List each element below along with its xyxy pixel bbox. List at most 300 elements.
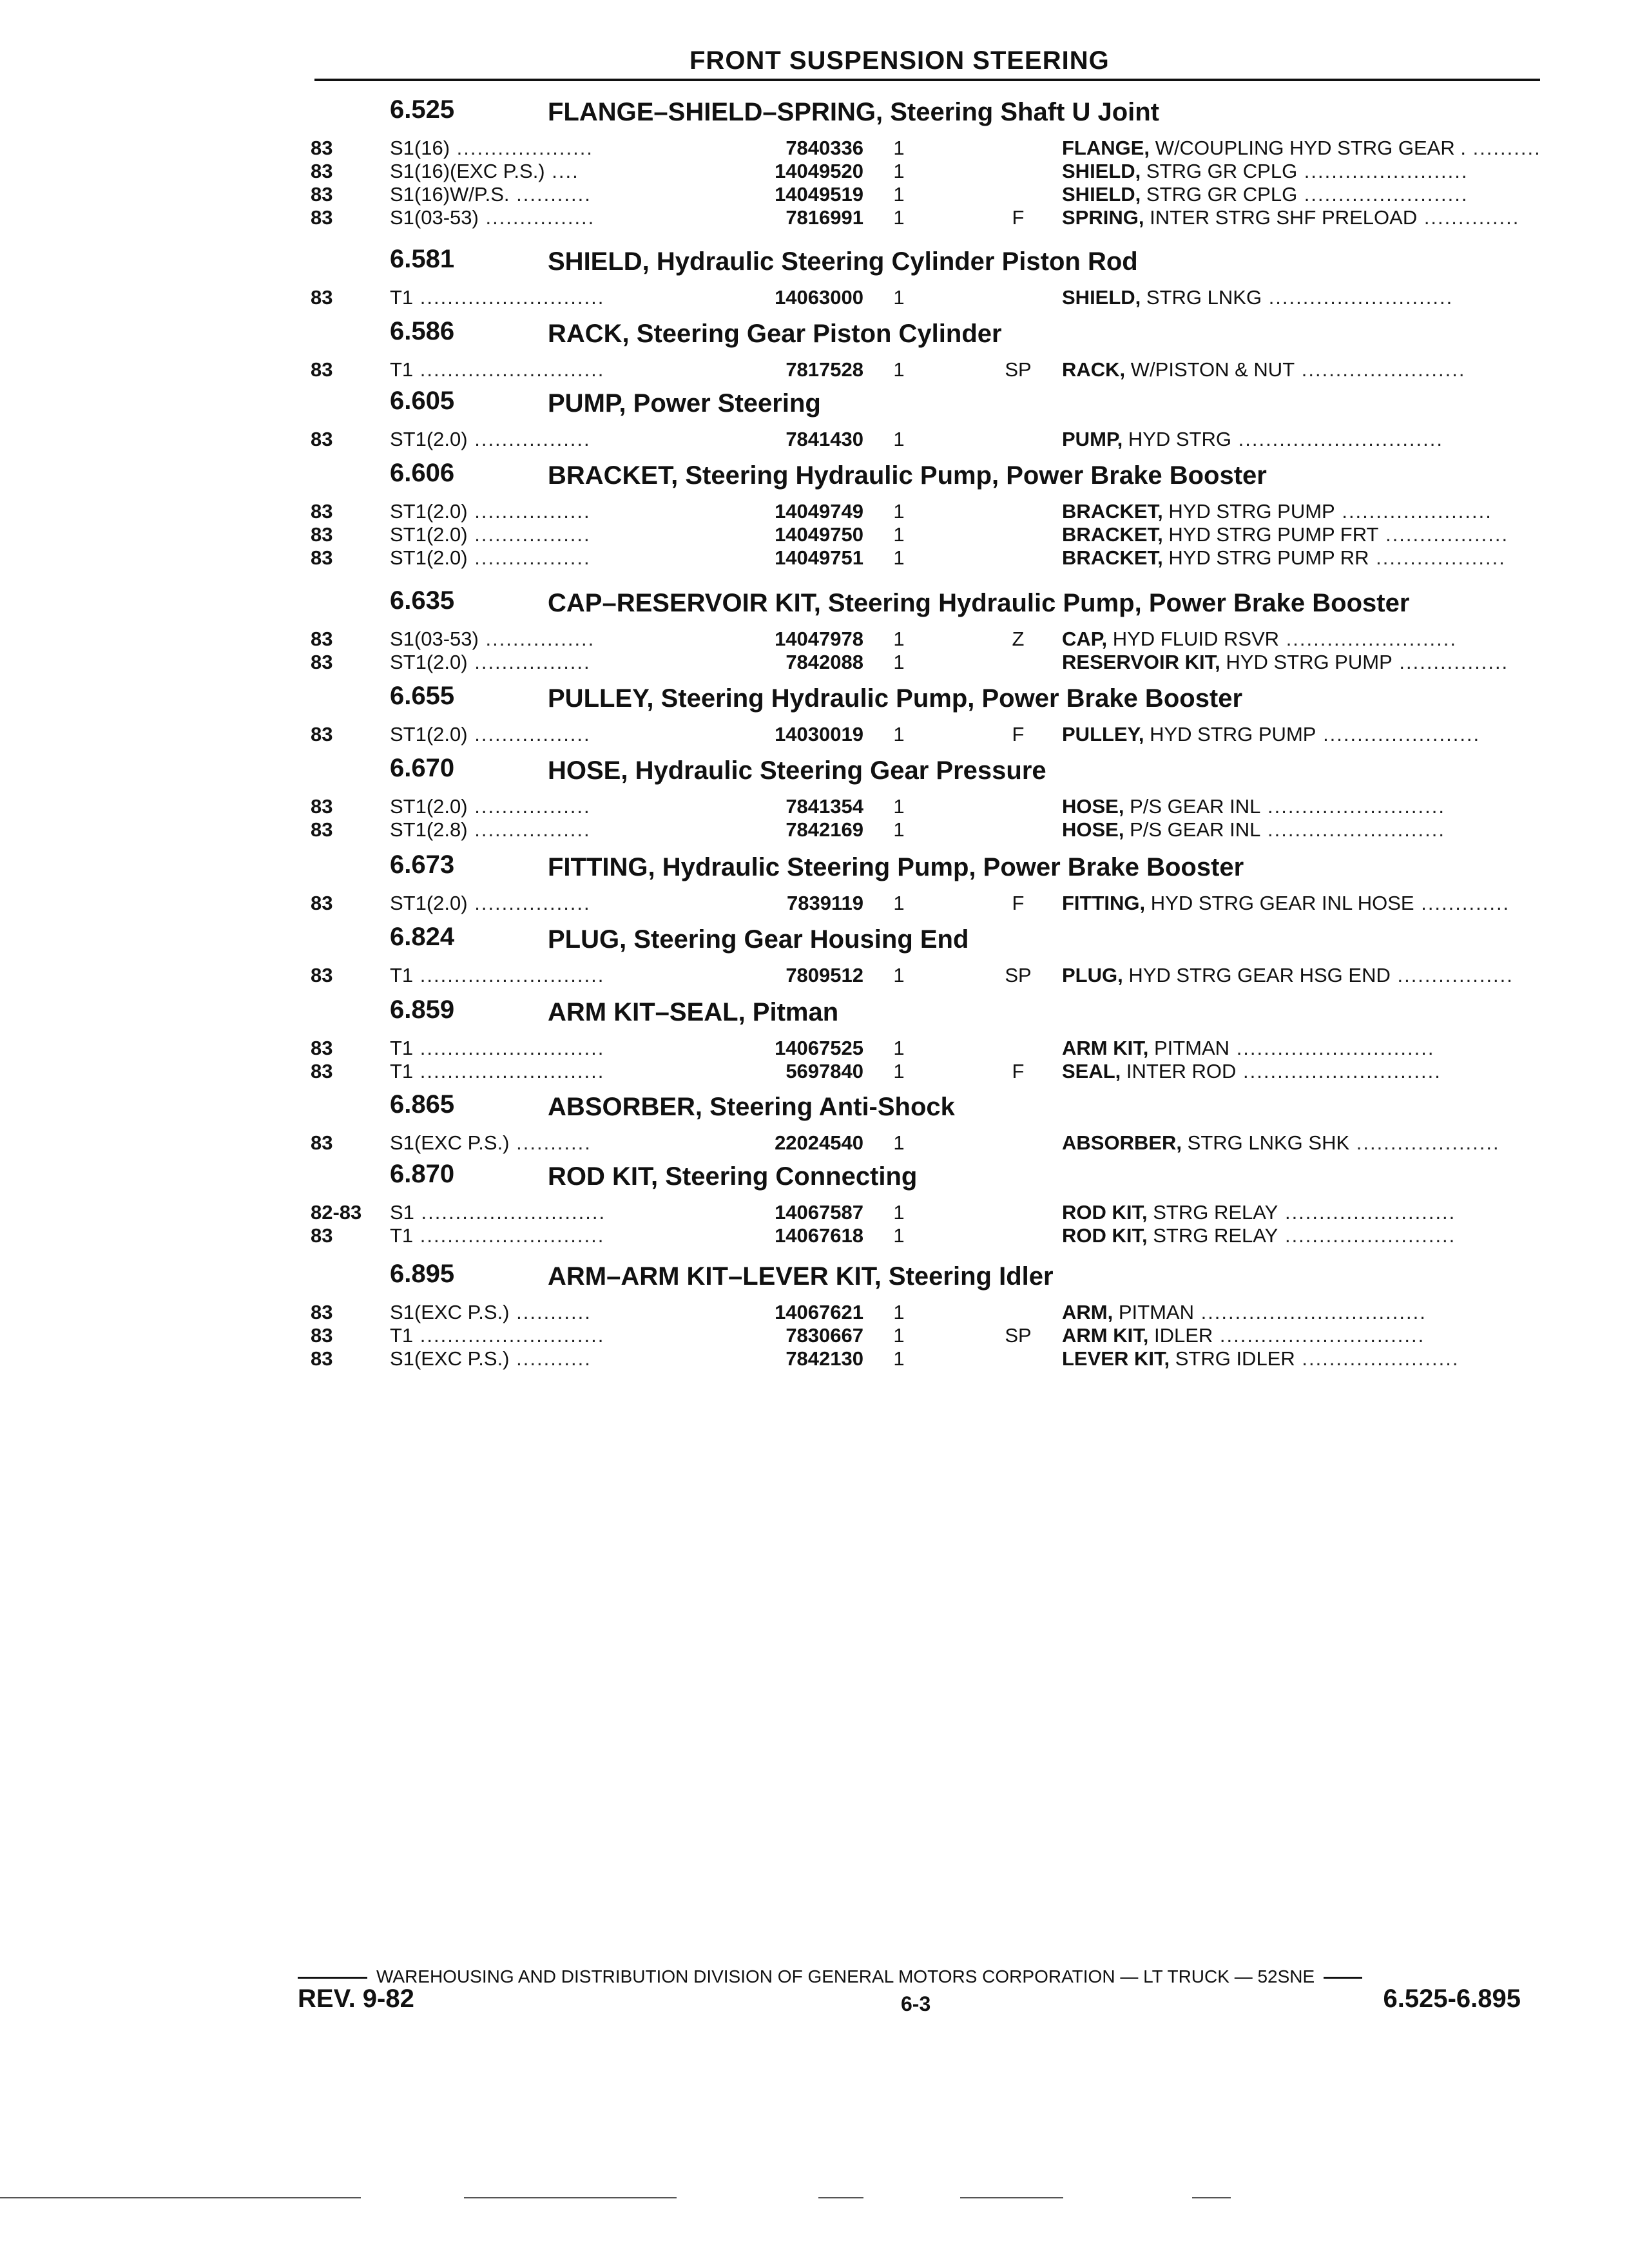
application-label: S1(16)(EXC P.S.) — [390, 160, 545, 182]
quantity: 1 — [893, 723, 905, 745]
table-row — [0, 1201, 1629, 1224]
application-label: S1(16) — [390, 137, 450, 159]
part-name — [1062, 358, 1465, 381]
leader-dots: ................. — [467, 723, 591, 745]
leader-dots: .............................. — [1213, 1324, 1425, 1347]
source-code: SP — [1005, 358, 1032, 381]
quantity: 1 — [893, 1131, 905, 1154]
application-label: S1 — [390, 1201, 414, 1224]
part-name-detail: STRG RELAY — [1153, 1201, 1278, 1224]
application-code — [390, 723, 591, 746]
part-name — [1062, 428, 1443, 451]
part-name-noun: SHIELD, — [1062, 183, 1141, 206]
leader-dots: ........................... — [413, 1037, 605, 1059]
section-header — [0, 245, 1629, 276]
part-name-noun: BRACKET, — [1062, 546, 1163, 569]
quantity: 1 — [893, 546, 905, 569]
part-name — [1062, 1201, 1456, 1224]
part-name-detail: P/S GEAR INL — [1130, 795, 1261, 818]
section-number: 6.824 — [390, 923, 455, 951]
leader-dots: .................... — [450, 137, 593, 159]
quantity: 1 — [893, 1347, 905, 1370]
section-number: 6.606 — [390, 459, 455, 487]
application-code — [390, 137, 593, 160]
application-code — [390, 523, 591, 546]
table-row — [0, 1347, 1629, 1370]
application-label: T1 — [390, 964, 414, 986]
part-name-noun: FLANGE, — [1062, 137, 1150, 159]
quantity: 1 — [893, 795, 905, 818]
section-header — [0, 317, 1629, 348]
part-name-noun: LEVER KIT, — [1062, 1347, 1170, 1370]
part-number: 14067621 — [775, 1301, 863, 1323]
quantity: 1 — [893, 500, 905, 523]
quantity: 1 — [893, 160, 905, 182]
source-code: SP — [1005, 964, 1032, 986]
quantity: 1 — [893, 137, 905, 159]
part-number: 7830667 — [786, 1324, 863, 1347]
section-title: ROD KIT, Steering Connecting — [548, 1162, 918, 1191]
part-name-detail: HYD STRG PUMP RR — [1168, 546, 1369, 569]
part-number: 7841430 — [786, 428, 863, 450]
application-code — [390, 795, 591, 818]
section-title: PUMP, Power Steering — [548, 389, 821, 418]
quantity: 1 — [893, 892, 905, 914]
section-title: ABSORBER, Steering Anti-Shock — [548, 1093, 955, 1121]
part-name-noun: CAP, — [1062, 628, 1108, 650]
part-name-detail: HYD FLUID RSVR — [1112, 628, 1280, 650]
quantity: 1 — [893, 818, 905, 841]
application-label: T1 — [390, 286, 414, 309]
part-name — [1062, 892, 1510, 915]
section-title: ARM KIT–SEAL, Pitman — [548, 998, 839, 1026]
application-code — [390, 964, 604, 987]
quantity: 1 — [893, 1224, 905, 1247]
section-title: FITTING, Hydraulic Steering Pump, Power Brake Booster — [548, 853, 1244, 881]
part-name — [1062, 286, 1453, 309]
table-row — [0, 1131, 1629, 1155]
section-header — [0, 923, 1629, 954]
leader-dots: ........... — [509, 183, 592, 206]
scan-artifact-line — [1192, 2197, 1231, 2198]
table-row — [0, 500, 1629, 523]
leader-dots: .............................. — [1231, 428, 1443, 450]
part-number: 14049519 — [775, 183, 863, 206]
table-row — [0, 964, 1629, 987]
section-header — [0, 995, 1629, 1026]
quantity: 1 — [893, 628, 905, 650]
part-name-detail: STRG IDLER — [1175, 1347, 1295, 1370]
model-year: 83 — [311, 964, 333, 986]
section-title: HOSE, Hydraulic Steering Gear Pressure — [548, 756, 1046, 785]
application-label: ST1(2.0) — [390, 723, 468, 745]
part-number: 14063000 — [775, 286, 863, 309]
part-number: 7842130 — [786, 1347, 863, 1370]
section-header — [0, 682, 1629, 713]
section-title: CAP–RESERVOIR KIT, Steering Hydraulic Pump, Power Brake Booster — [548, 589, 1410, 617]
model-year: 83 — [311, 1131, 333, 1154]
quantity: 1 — [893, 183, 905, 206]
leader-dots: .......... — [1465, 137, 1541, 159]
application-code — [390, 358, 604, 381]
application-code — [390, 892, 591, 915]
scan-artifact-line — [818, 2197, 863, 2198]
part-name-noun: SEAL, — [1062, 1060, 1121, 1082]
part-name — [1062, 818, 1445, 841]
leader-dots: .............. — [1417, 206, 1520, 229]
source-code: Z — [1012, 628, 1025, 650]
application-label: ST1(2.0) — [390, 546, 468, 569]
application-label: ST1(2.0) — [390, 892, 468, 914]
model-year: 83 — [311, 723, 333, 745]
leader-dots: .................. — [1378, 523, 1509, 546]
application-code — [390, 818, 591, 841]
section-number: 6.635 — [390, 586, 455, 615]
application-label: ST1(2.0) — [390, 651, 468, 673]
part-number: 7816991 — [786, 206, 863, 229]
leader-dots: ................ — [478, 628, 595, 650]
part-name-noun: HOSE, — [1062, 818, 1124, 841]
leader-dots: ........................... — [413, 964, 605, 986]
part-name-detail: PITMAN — [1153, 1037, 1230, 1059]
table-row — [0, 1037, 1629, 1060]
leader-dots: ........... — [509, 1347, 592, 1370]
application-code — [390, 286, 604, 309]
part-name-detail: STRG RELAY — [1153, 1224, 1278, 1247]
quantity: 1 — [893, 206, 905, 229]
application-label: ST1(2.0) — [390, 523, 468, 546]
section-number: 6.673 — [390, 850, 455, 879]
section-title: BRACKET, Steering Hydraulic Pump, Power Brake Booster — [548, 461, 1267, 490]
part-name-noun: PUMP, — [1062, 428, 1123, 450]
section-title: FLANGE–SHIELD–SPRING, Steering Shaft U Joint — [548, 98, 1160, 126]
model-year: 83 — [311, 286, 333, 309]
application-code — [390, 651, 591, 674]
part-number: 7842088 — [786, 651, 863, 673]
page-title: FRONT SUSPENSION STEERING — [689, 46, 1110, 75]
part-name-noun: ABSORBER, — [1062, 1131, 1182, 1154]
page-number: 6-3 — [901, 1992, 931, 2015]
quantity: 1 — [893, 1201, 905, 1224]
application-code — [390, 1301, 592, 1324]
part-name-detail: P/S GEAR INL — [1130, 818, 1261, 841]
quantity: 1 — [893, 1301, 905, 1323]
part-name — [1062, 651, 1509, 674]
application-code — [390, 1131, 592, 1155]
part-name-noun: HOSE, — [1062, 795, 1124, 818]
section-header — [0, 754, 1629, 785]
quantity: 1 — [893, 428, 905, 450]
leader-dots: ......................... — [1279, 628, 1458, 650]
leader-dots: ................. — [467, 818, 591, 841]
application-label: T1 — [390, 358, 414, 381]
part-number: 5697840 — [786, 1060, 863, 1082]
part-name-detail: INTER ROD — [1126, 1060, 1237, 1082]
model-year: 83 — [311, 160, 333, 182]
application-code — [390, 1060, 604, 1083]
source-code: F — [1012, 892, 1025, 914]
leader-dots: ................. — [467, 651, 591, 673]
part-number: 14067587 — [775, 1201, 863, 1224]
part-name — [1062, 523, 1509, 546]
section-title: PULLEY, Steering Hydraulic Pump, Power Brake Booster — [548, 684, 1243, 713]
table-row — [0, 546, 1629, 570]
part-name-noun: ARM, — [1062, 1301, 1113, 1323]
section-header — [0, 1260, 1629, 1291]
part-name-detail: W/COUPLING HYD STRG GEAR . — [1155, 137, 1466, 159]
application-code — [390, 206, 595, 229]
part-name-detail: INTER STRG SHF PRELOAD — [1150, 206, 1418, 229]
model-year: 83 — [311, 1037, 333, 1059]
leader-dots: ...................... — [1335, 500, 1492, 523]
section-number: 6.870 — [390, 1160, 455, 1188]
quantity: 1 — [893, 1037, 905, 1059]
footer-publisher-line — [298, 1966, 1362, 1987]
part-name-detail: HYD STRG PUMP — [1168, 500, 1335, 523]
scan-artifact-line — [464, 2197, 677, 2198]
leader-dots: ........................... — [413, 1060, 605, 1082]
section-title: PLUG, Steering Gear Housing End — [548, 925, 969, 954]
part-name — [1062, 1301, 1427, 1324]
quantity: 1 — [893, 964, 905, 986]
quantity: 1 — [893, 523, 905, 546]
table-row — [0, 1224, 1629, 1247]
application-label: S1(EXC P.S.) — [390, 1301, 510, 1323]
application-code — [390, 1324, 604, 1347]
leader-dots: ........................ — [1297, 160, 1469, 182]
part-name-noun: FITTING, — [1062, 892, 1146, 914]
leader-dots: ................. — [467, 892, 591, 914]
section-number: 6.865 — [390, 1090, 455, 1119]
section-number: 6.586 — [390, 317, 455, 345]
model-year: 83 — [311, 1347, 333, 1370]
application-label: S1(16)W/P.S. — [390, 183, 510, 206]
application-label: T1 — [390, 1324, 414, 1347]
leader-dots: .......................... — [1260, 795, 1445, 818]
section-header — [0, 586, 1629, 617]
quantity: 1 — [893, 1060, 905, 1082]
model-year: 83 — [311, 428, 333, 450]
part-name-detail: STRG LNKG SHK — [1187, 1131, 1350, 1154]
table-row — [0, 892, 1629, 915]
section-number: 6.605 — [390, 387, 455, 415]
leader-dots: ............. — [1414, 892, 1510, 914]
application-label: S1(EXC P.S.) — [390, 1131, 510, 1154]
part-name — [1062, 964, 1514, 987]
leader-dots: ........................... — [413, 1324, 605, 1347]
section-number: 6.670 — [390, 754, 455, 782]
part-name-noun: PULLEY, — [1062, 723, 1144, 745]
part-name-detail: HYD STRG GEAR HSG END — [1128, 964, 1391, 986]
section-header — [0, 459, 1629, 490]
table-row — [0, 286, 1629, 309]
application-code — [390, 500, 591, 523]
part-number: 14049750 — [775, 523, 863, 546]
application-code — [390, 1201, 606, 1224]
leader-dots: ................. — [467, 546, 591, 569]
model-year: 83 — [311, 1324, 333, 1347]
model-year: 83 — [311, 795, 333, 818]
section-header — [0, 1160, 1629, 1191]
header-rule — [314, 79, 1540, 81]
section-number: 6.581 — [390, 245, 455, 273]
part-name-detail: HYD STRG — [1128, 428, 1231, 450]
part-name — [1062, 500, 1492, 523]
leader-dots: ....................... — [1295, 1347, 1460, 1370]
part-name-noun: ARM KIT, — [1062, 1324, 1149, 1347]
part-number: 22024540 — [775, 1131, 863, 1154]
application-code — [390, 183, 592, 206]
leader-dots: ..................... — [1349, 1131, 1500, 1154]
part-name-noun: BRACKET, — [1062, 523, 1163, 546]
section-title: SHIELD, Hydraulic Steering Cylinder Piston Rod — [548, 247, 1138, 276]
model-year: 83 — [311, 818, 333, 841]
scan-artifact-line — [960, 2197, 1063, 2198]
part-name-noun: SHIELD, — [1062, 286, 1141, 309]
application-code — [390, 428, 591, 451]
leader-dots: ........................ — [1295, 358, 1466, 381]
part-name — [1062, 1224, 1456, 1247]
leader-dots: ................. — [467, 428, 591, 450]
part-name-detail: PITMAN — [1118, 1301, 1194, 1323]
part-name-noun: ROD KIT, — [1062, 1201, 1148, 1224]
leader-dots: ................. — [1390, 964, 1514, 986]
table-row — [0, 160, 1629, 183]
leader-dots: ........................... — [1262, 286, 1454, 309]
section-header — [0, 95, 1629, 126]
leader-dots: ................. — [467, 500, 591, 523]
part-name-noun: ARM KIT, — [1062, 1037, 1149, 1059]
section-number: 6.655 — [390, 682, 455, 710]
application-label: T1 — [390, 1060, 414, 1082]
source-code: F — [1012, 723, 1025, 745]
part-name — [1062, 160, 1469, 183]
part-name-noun: BRACKET, — [1062, 500, 1163, 523]
table-row — [0, 206, 1629, 229]
model-year: 82-83 — [311, 1201, 362, 1224]
section-range: 6.525-6.895 — [1383, 1984, 1521, 2013]
leader-dots: ................ — [1392, 651, 1509, 673]
application-code — [390, 546, 591, 570]
leader-dots: ........................... — [413, 1224, 605, 1247]
application-label: ST1(2.0) — [390, 500, 468, 523]
table-row — [0, 1060, 1629, 1083]
part-name — [1062, 137, 1541, 160]
part-number: 7840336 — [786, 137, 863, 159]
table-row — [0, 651, 1629, 674]
part-number: 7809512 — [786, 964, 863, 986]
section-header — [0, 1090, 1629, 1121]
leader-dots: ........................... — [413, 286, 605, 309]
leader-dots: ................................. — [1193, 1301, 1427, 1323]
part-name — [1062, 546, 1506, 570]
leader-dots: ........... — [509, 1301, 592, 1323]
part-name-noun: SHIELD, — [1062, 160, 1141, 182]
section-number: 6.895 — [390, 1260, 455, 1288]
table-row — [0, 137, 1629, 160]
leader-dots: ........... — [509, 1131, 592, 1154]
part-name — [1062, 1037, 1434, 1060]
model-year: 83 — [311, 546, 333, 569]
part-name — [1062, 206, 1519, 229]
part-name-noun: RACK, — [1062, 358, 1126, 381]
quantity: 1 — [893, 651, 905, 673]
part-name-noun: RESERVOIR KIT, — [1062, 651, 1220, 673]
part-number: 14049751 — [775, 546, 863, 569]
leader-dots: ............................. — [1229, 1037, 1435, 1059]
leader-dots: ................ — [478, 206, 595, 229]
part-name-noun: PLUG, — [1062, 964, 1123, 986]
part-name — [1062, 628, 1457, 651]
footer-publisher: WAREHOUSING AND DISTRIBUTION DIVISION OF GENERAL MOTORS CORPORATION — LT TRUCK — 52SNE — [376, 1966, 1315, 1986]
part-number: 7841354 — [786, 795, 863, 818]
part-name-detail: IDLER — [1153, 1324, 1213, 1347]
leader-dots: ......................... — [1278, 1201, 1456, 1224]
part-name — [1062, 1060, 1441, 1083]
leader-dots: ......................... — [1278, 1224, 1456, 1247]
leader-dots: ........................... — [414, 1201, 606, 1224]
part-number: 14067618 — [775, 1224, 863, 1247]
application-label: ST1(2.0) — [390, 795, 468, 818]
leader-dots: .... — [545, 160, 579, 182]
model-year: 83 — [311, 523, 333, 546]
leader-dots: ................... — [1369, 546, 1506, 569]
part-name — [1062, 795, 1445, 818]
application-code — [390, 628, 595, 651]
application-label: ST1(2.0) — [390, 428, 468, 450]
table-row — [0, 523, 1629, 546]
part-name-detail: HYD STRG PUMP FRT — [1168, 523, 1379, 546]
table-row — [0, 1301, 1629, 1324]
section-header — [0, 850, 1629, 881]
model-year: 83 — [311, 1224, 333, 1247]
application-label: ST1(2.8) — [390, 818, 468, 841]
model-year: 83 — [311, 1060, 333, 1082]
application-code — [390, 1037, 604, 1060]
part-name-noun: SPRING, — [1062, 206, 1144, 229]
model-year: 83 — [311, 137, 333, 159]
part-number: 14049520 — [775, 160, 863, 182]
part-name — [1062, 1131, 1500, 1155]
model-year: 83 — [311, 892, 333, 914]
part-name-noun: ROD KIT, — [1062, 1224, 1148, 1247]
table-row — [0, 795, 1629, 818]
table-row — [0, 358, 1629, 381]
application-label: T1 — [390, 1224, 414, 1247]
model-year: 83 — [311, 628, 333, 650]
part-name-detail: STRG GR CPLG — [1146, 183, 1298, 206]
application-code — [390, 160, 579, 183]
leader-dots: ........................... — [413, 358, 605, 381]
part-number: 7817528 — [786, 358, 863, 381]
application-label: T1 — [390, 1037, 414, 1059]
section-title: ARM–ARM KIT–LEVER KIT, Steering Idler — [548, 1262, 1054, 1291]
part-name-detail: HYD STRG PUMP — [1226, 651, 1393, 673]
part-name — [1062, 1324, 1425, 1347]
part-number: 14049749 — [775, 500, 863, 523]
leader-dots: ....................... — [1316, 723, 1481, 745]
application-label: S1(EXC P.S.) — [390, 1347, 510, 1370]
part-number: 7839119 — [787, 892, 863, 914]
model-year: 83 — [311, 500, 333, 523]
part-number: 14067525 — [775, 1037, 863, 1059]
leader-dots: .......................... — [1260, 818, 1445, 841]
section-header — [0, 387, 1629, 418]
table-row — [0, 183, 1629, 206]
section-title: RACK, Steering Gear Piston Cylinder — [548, 320, 1002, 348]
model-year: 83 — [311, 651, 333, 673]
table-row — [0, 428, 1629, 451]
